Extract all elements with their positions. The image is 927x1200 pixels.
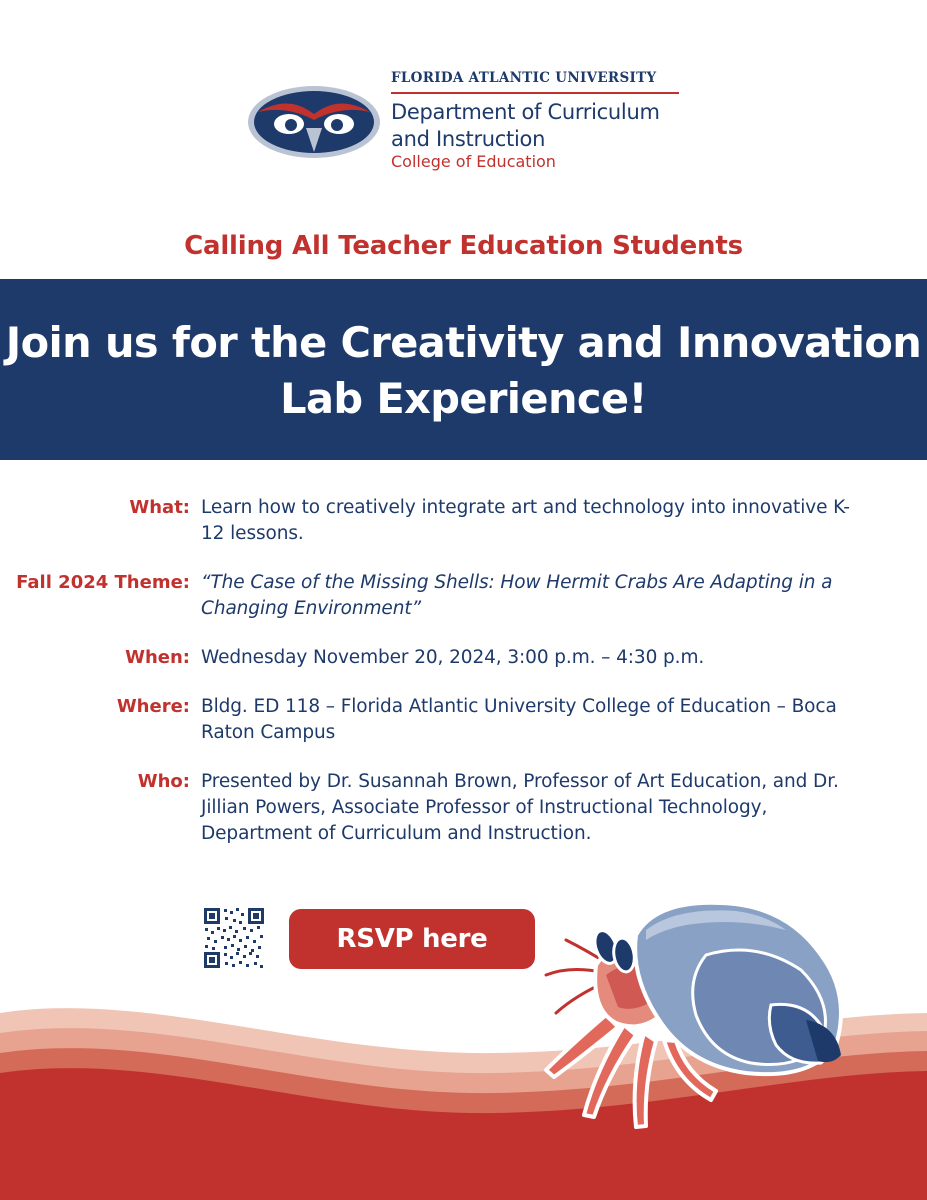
rsvp-button[interactable]: RSVP here [289, 909, 535, 969]
detail-label: Where: [116, 696, 190, 717]
title-banner [0, 279, 927, 460]
hermit-crab-icon [536, 895, 866, 1130]
event-details [0, 495, 927, 870]
qr-code-icon[interactable] [203, 907, 265, 969]
detail-value: Wednesday November 20, 2024, 3:00 p.m. – 4:30 p.m. [201, 647, 705, 668]
detail-theme [0, 570, 927, 622]
detail-label: Who: [137, 771, 190, 792]
detail-value: Bldg. ED 118 – Florida Atlantic University College of Education – Boca Raton Campus [201, 696, 837, 743]
college-name: College of Education [391, 152, 556, 171]
detail-who [0, 769, 927, 847]
calling-headline: Calling All Teacher Education Students [184, 231, 743, 261]
detail-value: Presented by Dr. Susannah Brown, Professor of Art Education, and Dr. Jillian Powers, Associate Professor of Instructional Technology, Department of Curriculum and Instruction. [201, 771, 839, 844]
header [0, 0, 927, 200]
university-name: FLORIDA ATLANTIC UNIVERSITY [391, 70, 657, 86]
event-title: Join us for the Creativity and Innovation Lab Experience! [5, 318, 922, 423]
detail-label: Fall 2024 Theme: [16, 572, 190, 593]
department-name: Department of Curriculum and Instruction [391, 100, 660, 151]
detail-label: When: [125, 647, 190, 668]
detail-what [0, 495, 927, 547]
owl-logo-icon [246, 84, 382, 160]
detail-value: “The Case of the Missing Shells: How Hermit Crabs Are Adapting in a Changing Environment” [201, 572, 833, 619]
detail-label: What: [129, 497, 190, 518]
detail-where [0, 694, 927, 746]
detail-when [0, 645, 927, 671]
detail-value: Learn how to creatively integrate art and technology into innovative K-12 lessons. [201, 497, 850, 544]
divider [391, 92, 679, 94]
